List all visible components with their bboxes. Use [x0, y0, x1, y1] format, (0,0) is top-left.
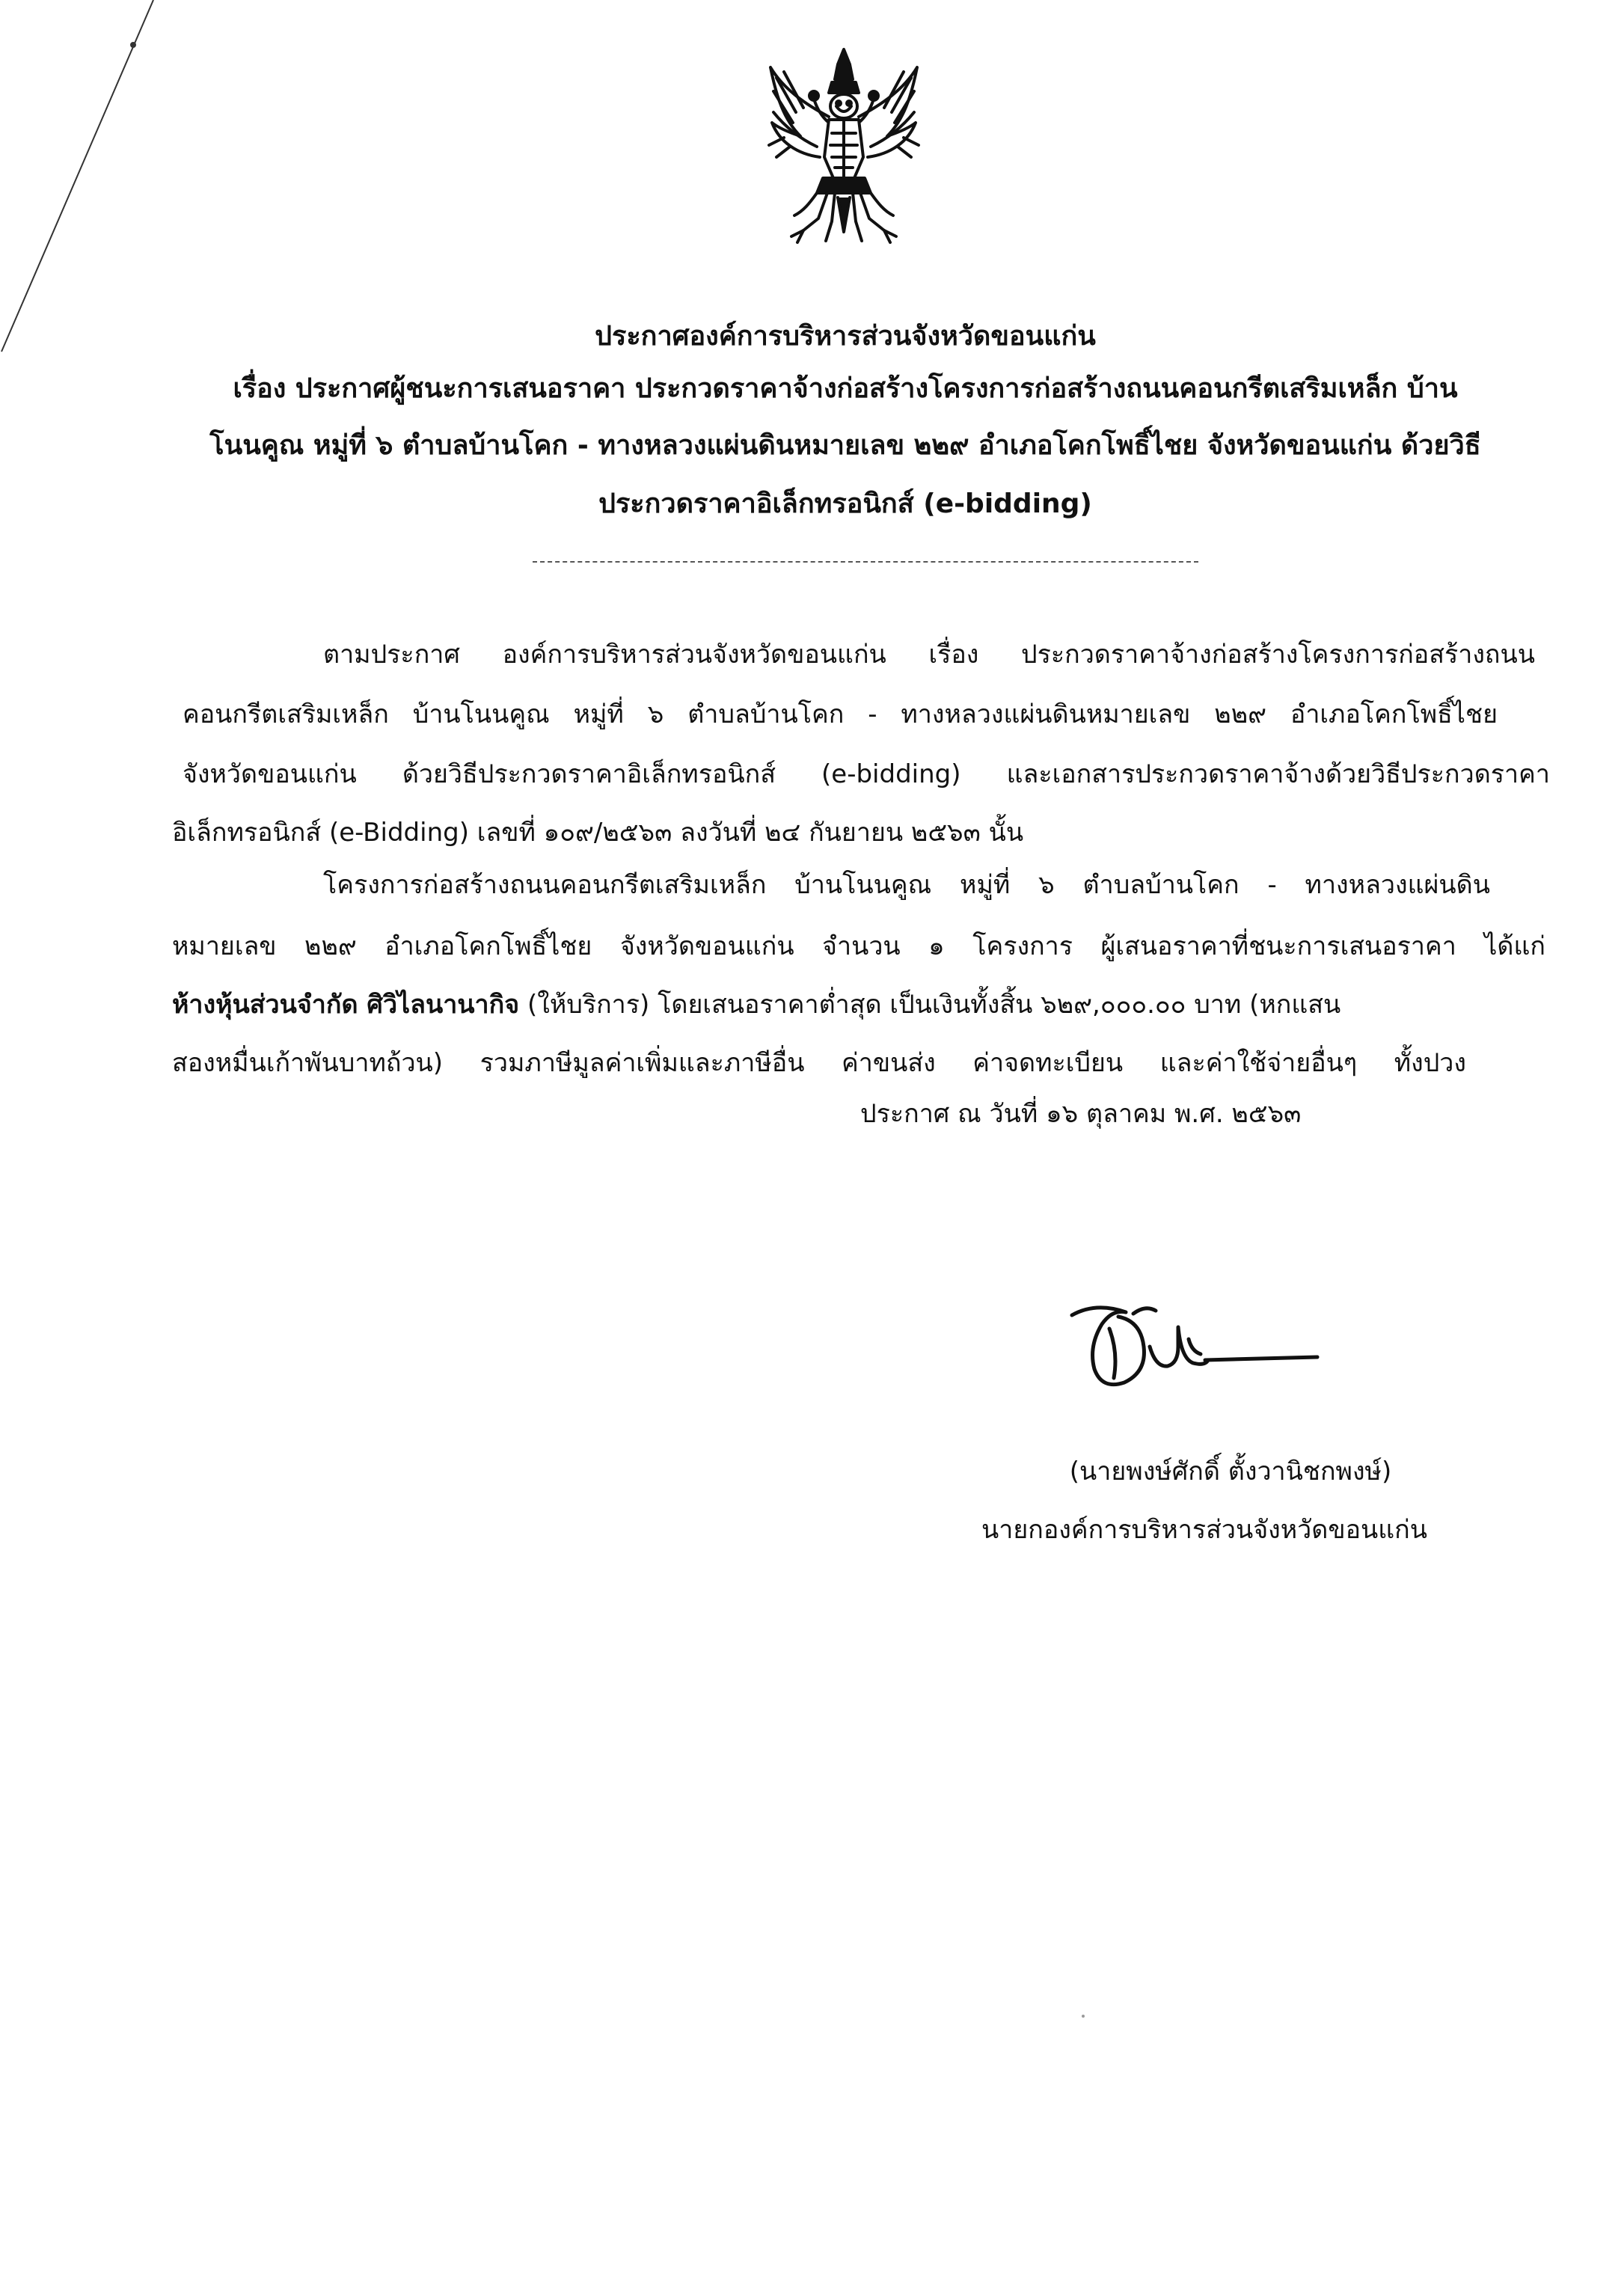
- paragraph2-line-4: สองหมื่นเก้าพันบาทถ้วน) รวมภาษีมูลค่าเพิ่มและภาษีอื่น ค่าขนส่ง ค่าจดทะเบียน และค่าใช้จ่ายอื่นๆ ทั้งปวง: [172, 1048, 1466, 1078]
- announcement-title: ประกาศองค์การบริหารส่วนจังหวัดขอนแก่น: [595, 321, 1096, 352]
- scan-artifact-line: [0, 0, 165, 359]
- signer-name: (นายพงษ์ศักดิ์ ตั้งวานิชกพงษ์): [1069, 1457, 1392, 1486]
- paragraph2-line-1: โครงการก่อสร้างถนนคอนกรีตเสริมเหล็ก บ้านโนนคูณ หมู่ที่ ๖ ตำบลบ้านโคก - ทางหลวงแผ่นดิน: [323, 870, 1490, 900]
- paragraph1-line-3: จังหวัดขอนแก่น ด้วยวิธีประกวดราคาอิเล็กทรอนิกส์ (e-bidding) และเอกสารประกวดราคาจ้างด้วยวิธีประกวดราคา: [183, 759, 1550, 789]
- paragraph2-line-2: หมายเลข ๒๒๙ อำเภอโคกโพธิ์ไชย จังหวัดขอนแก่น จำนวน ๑ โครงการ ผู้เสนอราคาที่ชนะการเสนอราคา ได้แก่: [172, 931, 1545, 961]
- handwritten-signature-image: [1066, 1294, 1320, 1395]
- garuda-emblem-icon: [754, 45, 934, 247]
- scan-artifact-dot: [1082, 2015, 1085, 2018]
- announcement-date: ประกาศ ณ วันที่ ๑๖ ตุลาคม พ.ศ. ๒๕๖๓: [860, 1099, 1302, 1129]
- winner-offer-text: (ให้บริการ) โดยเสนอราคาต่ำสุด เป็นเงินทั้งสิ้น ๖๒๙,๐๐๐.๐๐ บาท (หกแสน: [519, 990, 1341, 1020]
- paragraph1-line-4: อิเล็กทรอนิกส์ (e-Bidding) เลขที่ ๑๐๙/๒๕๖๓ ลงวันที่ ๒๔ กันยายน ๒๕๖๓ นั้น: [172, 818, 1024, 848]
- announcement-subject-line-1: เรื่อง ประกาศผู้ชนะการเสนอราคา ประกวดราคาจ้างก่อสร้างโครงการก่อสร้างถนนคอนกรีตเสริมเหล็ก บ้าน: [233, 373, 1458, 404]
- paragraph1-line-1: ตามประกาศ องค์การบริหารส่วนจังหวัดขอนแก่น เรื่อง ประกวดราคาจ้างก่อสร้างโครงการก่อสร้างถนน: [323, 640, 1535, 670]
- announcement-subject-line-3: ประกวดราคาอิเล็กทรอนิกส์ (e-bidding): [598, 489, 1092, 519]
- winner-company-name: ห้างหุ้นส่วนจำกัด ศิวิไลนานากิจ: [172, 990, 520, 1020]
- signer-title: นายกองค์การบริหารส่วนจังหวัดขอนแก่น: [981, 1515, 1427, 1545]
- dashed-separator: [533, 561, 1198, 563]
- paragraph1-line-2: คอนกรีตเสริมเหล็ก บ้านโนนคูณ หมู่ที่ ๖ ตำบลบ้านโคก - ทางหลวงแผ่นดินหมายเลข ๒๒๙ อำเภอโคกโพธิ์ไชย: [183, 699, 1498, 729]
- paragraph2-line-3: [172, 986, 1545, 1023]
- announcement-subject-line-2: โนนคูณ หมู่ที่ ๖ ตำบลบ้านโคก - ทางหลวงแผ่นดินหมายเลข ๒๒๙ อำเภอโคกโพธิ์ไชย จังหวัดขอนแก่น ด้วยวิธี: [209, 430, 1481, 461]
